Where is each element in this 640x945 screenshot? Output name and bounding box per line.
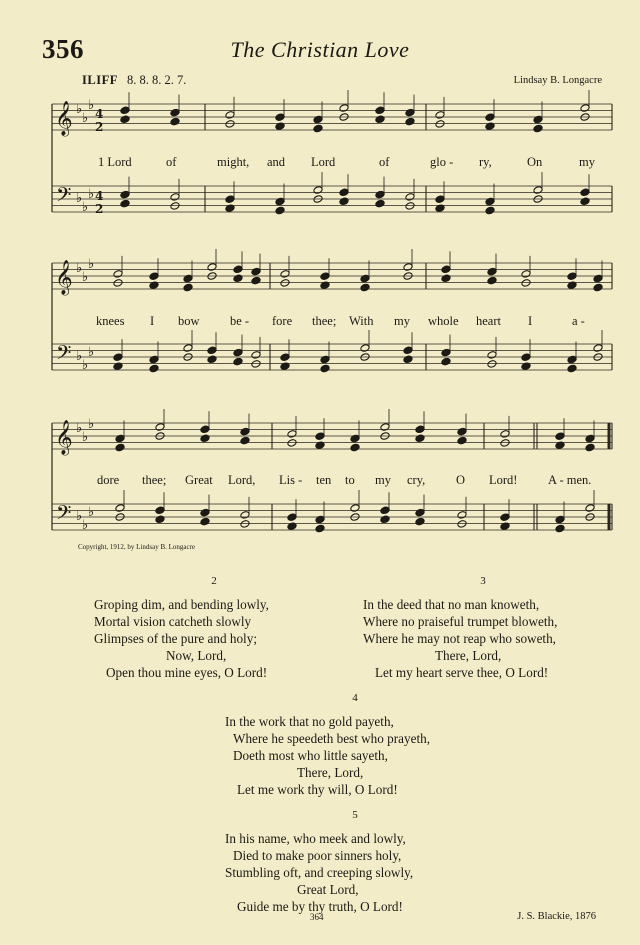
note-head-icon — [457, 520, 467, 529]
time-signature-icon: 4 — [95, 107, 104, 121]
stanza-5 — [225, 807, 485, 915]
note-head-icon — [207, 355, 217, 364]
note-head-icon — [415, 508, 425, 517]
note-head-icon — [360, 283, 370, 292]
note-head-icon — [585, 443, 595, 452]
note-head-icon — [280, 270, 290, 279]
copyright-notice: Copyright, 1912, by Lindsay B. Longacre — [78, 543, 196, 551]
note-head-icon — [500, 430, 510, 439]
composer-credit: Lindsay B. Longacre — [513, 75, 602, 86]
note-head-icon — [350, 434, 360, 443]
note-head-icon — [567, 272, 577, 281]
note-head-icon — [555, 432, 565, 441]
note-head-icon — [360, 344, 370, 353]
stanza-line: Guide me by thy truth, O Lord! — [237, 899, 403, 914]
note-head-icon — [315, 524, 325, 533]
note-head-icon — [200, 425, 210, 434]
flat-sign-icon: ♭ — [82, 200, 89, 215]
stanza-line: Groping dim, and bending lowly, — [94, 597, 269, 612]
note-head-icon — [170, 193, 180, 202]
flat-sign-icon: ♭ — [82, 430, 89, 445]
note-head-icon — [120, 115, 130, 124]
note-head-icon — [339, 104, 349, 113]
flat-sign-icon: ♭ — [76, 191, 83, 206]
lyric-syllable: ry, — [479, 155, 492, 169]
note-head-icon — [375, 190, 385, 199]
note-head-icon — [200, 517, 210, 526]
note-head-icon — [435, 195, 445, 204]
note-head-icon — [500, 513, 510, 522]
stanza-line: In his name, who meek and lowly, — [225, 831, 406, 846]
note-head-icon — [200, 508, 210, 517]
stanza-number: 4 — [352, 692, 358, 704]
flat-sign-icon: ♭ — [88, 505, 95, 520]
lyric-syllable: I — [528, 314, 533, 328]
stanza-line: Now, Lord, — [166, 648, 227, 663]
note-head-icon — [149, 272, 159, 281]
flat-sign-icon: ♭ — [76, 102, 83, 117]
note-head-icon — [149, 355, 159, 364]
note-head-icon — [120, 199, 130, 208]
note-head-icon — [567, 364, 577, 373]
stanza-line: Where he may not reap who soweth, — [363, 631, 556, 646]
note-head-icon — [315, 432, 325, 441]
lyric-syllable: With — [349, 314, 374, 328]
note-head-icon — [149, 364, 159, 373]
note-head-icon — [457, 511, 467, 520]
bass-clef-icon: 𝄢 — [56, 341, 72, 369]
hymn-number: 356 — [42, 34, 84, 64]
lyric-syllable: I — [150, 314, 155, 328]
note-head-icon — [233, 265, 243, 274]
bass-clef-icon: 𝄢 — [56, 501, 72, 529]
flat-sign-icon: ♭ — [82, 270, 89, 285]
note-head-icon — [585, 434, 595, 443]
note-head-icon — [350, 443, 360, 452]
treble-clef-icon: 𝄞 — [55, 420, 73, 455]
note-head-icon — [360, 274, 370, 283]
note-head-icon — [555, 515, 565, 524]
note-head-icon — [233, 348, 243, 357]
note-head-icon — [585, 504, 595, 513]
lyric-syllable: ten — [316, 473, 332, 487]
note-head-icon — [457, 427, 467, 436]
note-head-icon — [403, 346, 413, 355]
stanza-4 — [225, 690, 485, 798]
note-head-icon — [567, 355, 577, 364]
note-head-icon — [240, 511, 250, 520]
lyric-syllable: fore — [272, 314, 293, 328]
stanza-line: Stumbling oft, and creeping slowly, — [225, 865, 414, 880]
lyric-syllable: thee; — [312, 314, 337, 328]
note-head-icon — [155, 515, 165, 524]
lyrics-system-1 — [0, 155, 640, 171]
lyric-syllable: thee; — [142, 473, 167, 487]
hymn-title: The Christian Love — [230, 37, 410, 62]
note-head-icon — [225, 111, 235, 120]
note-head-icon — [441, 265, 451, 274]
note-head-icon — [280, 353, 290, 362]
stanza-line: There, Lord, — [435, 648, 502, 663]
lyric-syllable: be - — [230, 314, 250, 328]
lyric-syllable: and — [267, 155, 286, 169]
note-head-icon — [120, 190, 130, 199]
note-head-icon — [275, 113, 285, 122]
note-head-icon — [170, 117, 180, 126]
note-head-icon — [113, 353, 123, 362]
note-head-icon — [403, 355, 413, 364]
note-head-icon — [315, 515, 325, 524]
stanza-line: Open thou mine eyes, O Lord! — [106, 665, 268, 680]
time-signature-icon: 2 — [95, 120, 104, 134]
flat-sign-icon: ♭ — [76, 261, 83, 276]
note-head-icon — [593, 274, 603, 283]
note-head-icon — [487, 351, 497, 360]
note-head-icon — [200, 434, 210, 443]
note-head-icon — [233, 274, 243, 283]
note-head-icon — [533, 115, 543, 124]
note-head-icon — [287, 430, 297, 439]
note-head-icon — [580, 104, 590, 113]
note-head-icon — [380, 506, 390, 515]
flat-sign-icon: ♭ — [88, 257, 95, 272]
note-head-icon — [415, 425, 425, 434]
lyric-syllable: to — [345, 473, 355, 487]
lyric-syllable: might, — [217, 155, 250, 169]
note-head-icon — [350, 504, 360, 513]
lyric-syllable: a - — [572, 314, 585, 328]
stanza-line: Let me work thy will, O Lord! — [237, 782, 398, 797]
lyric-syllable: heart — [476, 314, 501, 328]
note-head-icon — [120, 106, 130, 115]
stanza-line: Great Lord, — [297, 882, 359, 897]
lyric-syllable: glo - — [430, 155, 454, 169]
lyric-syllable: A - men. — [548, 473, 592, 487]
flat-sign-icon: ♭ — [88, 187, 95, 202]
note-head-icon — [593, 283, 603, 292]
note-head-icon — [380, 515, 390, 524]
note-head-icon — [339, 188, 349, 197]
note-head-icon — [415, 434, 425, 443]
lyric-syllable: my — [375, 473, 391, 487]
note-head-icon — [403, 263, 413, 272]
tune-name: ILIFF — [82, 73, 118, 87]
note-head-icon — [485, 197, 495, 206]
note-head-icon — [251, 267, 261, 276]
stanza-line: Where no praiseful trumpet bloweth, — [363, 614, 558, 629]
text-author: J. S. Blackie, 1876 — [517, 911, 596, 922]
note-head-icon — [375, 199, 385, 208]
note-head-icon — [375, 106, 385, 115]
note-head-icon — [313, 186, 323, 195]
note-head-icon — [533, 124, 543, 133]
stanza-number: 3 — [480, 575, 486, 587]
flat-sign-icon: ♭ — [82, 358, 89, 373]
note-head-icon — [320, 364, 330, 373]
stanza-line: Mortal vision catcheth slowly — [94, 614, 252, 629]
note-head-icon — [441, 357, 451, 366]
flat-sign-icon: ♭ — [88, 417, 95, 432]
note-head-icon — [580, 188, 590, 197]
note-head-icon — [207, 346, 217, 355]
note-head-icon — [115, 443, 125, 452]
treble-clef-icon: 𝄞 — [55, 260, 73, 295]
flat-sign-icon: ♭ — [82, 111, 89, 126]
note-head-icon — [240, 436, 250, 445]
stanza-line: Glimpses of the pure and holy; — [94, 631, 257, 646]
note-head-icon — [155, 423, 165, 432]
flat-sign-icon: ♭ — [88, 98, 95, 113]
lyric-syllable: cry, — [407, 473, 426, 487]
note-head-icon — [225, 120, 235, 129]
stanza-line: In the deed that no man knoweth, — [363, 597, 540, 612]
lyric-syllable: knees — [96, 314, 125, 328]
note-head-icon — [533, 186, 543, 195]
note-head-icon — [485, 206, 495, 215]
page-number: 364 — [310, 912, 324, 922]
stanza-line: Doeth most who little sayeth, — [233, 748, 388, 763]
lyric-syllable: Great — [185, 473, 213, 487]
lyric-syllable: On — [527, 155, 543, 169]
stanza-line: Where he speedeth best who prayeth, — [233, 731, 431, 746]
lyric-syllable: my — [579, 155, 595, 169]
note-head-icon — [521, 353, 531, 362]
lyric-syllable: Lord — [311, 155, 336, 169]
note-head-icon — [287, 513, 297, 522]
note-head-icon — [313, 115, 323, 124]
stanza-line: Let my heart serve thee, O Lord! — [375, 665, 549, 680]
flat-sign-icon: ♭ — [76, 349, 83, 364]
treble-clef-icon: 𝄞 — [55, 101, 73, 136]
note-head-icon — [313, 124, 323, 133]
lyric-syllable: of — [379, 155, 390, 169]
note-head-icon — [183, 274, 193, 283]
note-head-icon — [405, 193, 415, 202]
note-head-icon — [113, 270, 123, 279]
note-head-icon — [441, 348, 451, 357]
note-head-icon — [183, 283, 193, 292]
note-head-icon — [170, 108, 180, 117]
note-head-icon — [233, 357, 243, 366]
note-head-icon — [115, 434, 125, 443]
note-head-icon — [435, 111, 445, 120]
note-head-icon — [275, 206, 285, 215]
note-head-icon — [275, 197, 285, 206]
lyrics-system-3 — [0, 473, 640, 489]
lyric-syllable: Lord, — [228, 473, 256, 487]
stanza-3 — [363, 573, 603, 681]
lyric-syllable: whole — [428, 314, 459, 328]
note-head-icon — [415, 517, 425, 526]
note-head-icon — [225, 195, 235, 204]
note-head-icon — [251, 276, 261, 285]
stanza-number: 2 — [211, 575, 217, 587]
stanza-line: Died to make poor sinners holy, — [233, 848, 402, 863]
lyric-syllable: dore — [97, 473, 120, 487]
note-head-icon — [240, 520, 250, 529]
note-head-icon — [555, 524, 565, 533]
note-head-icon — [521, 270, 531, 279]
lyric-syllable: of — [166, 155, 177, 169]
note-head-icon — [115, 504, 125, 513]
note-head-icon — [240, 427, 250, 436]
note-head-icon — [405, 117, 415, 126]
time-signature-icon: 4 — [95, 189, 104, 203]
note-head-icon — [207, 263, 217, 272]
note-head-icon — [380, 423, 390, 432]
note-head-icon — [251, 351, 261, 360]
flat-sign-icon: ♭ — [76, 509, 83, 524]
note-head-icon — [320, 355, 330, 364]
stanza-number: 5 — [352, 809, 358, 821]
flat-sign-icon: ♭ — [82, 518, 89, 533]
stanza-2 — [94, 573, 334, 681]
note-head-icon — [155, 506, 165, 515]
note-head-icon — [405, 108, 415, 117]
lyrics-system-2 — [0, 314, 640, 330]
flat-sign-icon: ♭ — [88, 345, 95, 360]
note-head-icon — [487, 276, 497, 285]
lyric-syllable: 1 Lord — [98, 155, 132, 169]
note-head-icon — [441, 274, 451, 283]
note-head-icon — [487, 267, 497, 276]
note-head-icon — [593, 344, 603, 353]
stanza-line: There, Lord, — [297, 765, 364, 780]
stanza-line: In the work that no gold payeth, — [225, 714, 394, 729]
note-head-icon — [183, 344, 193, 353]
lyric-syllable: Lis - — [279, 473, 303, 487]
flat-sign-icon: ♭ — [76, 421, 83, 436]
note-head-icon — [485, 113, 495, 122]
lyric-syllable: bow — [178, 314, 200, 328]
tune-meter: 8. 8. 8. 2. 7. — [126, 73, 187, 87]
note-head-icon — [339, 197, 349, 206]
lyric-syllable: Lord! — [489, 473, 518, 487]
lyric-syllable: my — [394, 314, 410, 328]
time-signature-icon: 2 — [95, 202, 104, 216]
lyric-syllable: O — [456, 473, 466, 487]
bass-clef-icon: 𝄢 — [56, 183, 72, 211]
note-head-icon — [320, 272, 330, 281]
note-head-icon — [457, 436, 467, 445]
note-head-icon — [375, 115, 385, 124]
note-head-icon — [580, 197, 590, 206]
